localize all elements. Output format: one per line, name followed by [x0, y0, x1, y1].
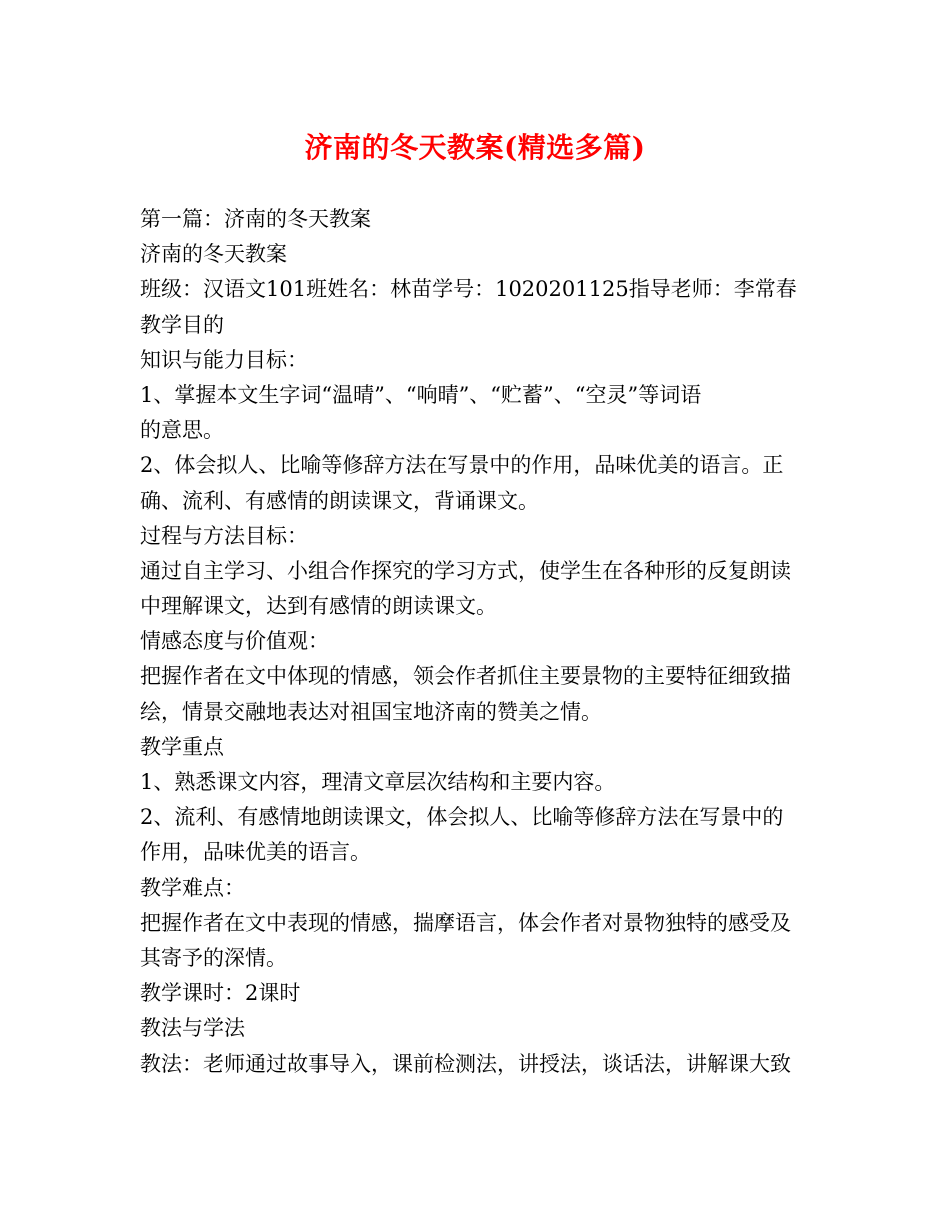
body-line: 知识与能力目标：: [140, 347, 308, 372]
body-line: 的意思。: [140, 418, 224, 443]
body-line: 绘，情景交融地表达对祖国宝地济南的赞美之情。: [140, 699, 602, 724]
body-line: 中理解课文，达到有感情的朗读课文。: [140, 594, 497, 619]
body-line: 通过自主学习、小组合作探究的学习方式，使学生在各种形的反复朗读: [140, 558, 791, 583]
body-line: 济南的冬天教案: [140, 242, 287, 267]
body-line: 1、掌握本文生字词“温晴”、“响晴”、“贮蓄”、“空灵”等词语: [140, 382, 702, 407]
body-line: 教法与学法: [140, 1016, 245, 1041]
body-line: 教学课时：2课时: [140, 981, 301, 1006]
body-line: 教法：老师通过故事导入，课前检测法，讲授法，谈话法，讲解课大致: [140, 1051, 791, 1076]
body-line: 其寄予的深情。: [140, 945, 287, 970]
body-line: 确、流利、有感情的朗读课文，背诵课文。: [140, 488, 539, 513]
document-body: [140, 202, 812, 1082]
body-line: 把握作者在文中表现的情感，揣摩语言，体会作者对景物独特的感受及: [140, 910, 791, 935]
body-line: 过程与方法目标：: [140, 523, 308, 548]
body-line: 把握作者在文中体现的情感，领会作者抓住主要景物的主要特征细致描: [140, 664, 791, 689]
body-line: 班级：汉语文101班姓名：林苗学号：1020201125指导老师：李常春: [140, 277, 797, 302]
body-line: 第一篇：济南的冬天教案: [140, 207, 371, 231]
body-line: 教学目的: [140, 312, 224, 337]
body-line: 2、流利、有感情地朗读课文，体会拟人、比喻等修辞方法在写景中的: [140, 805, 784, 830]
body-line: 1、熟悉课文内容，理清文章层次结构和主要内容。: [140, 770, 616, 794]
body-line: 教学重点: [140, 734, 224, 759]
body-line: 教学难点：: [140, 875, 245, 900]
body-line: 情感态度与价值观：: [140, 629, 329, 654]
body-line: 2、体会拟人、比喻等修辞方法在写景中的作用，品味优美的语言。正: [140, 453, 784, 478]
body-line: 作用，品味优美的语言。: [140, 840, 371, 865]
document-title: 济南的冬天教案(精选多篇): [304, 131, 646, 164]
